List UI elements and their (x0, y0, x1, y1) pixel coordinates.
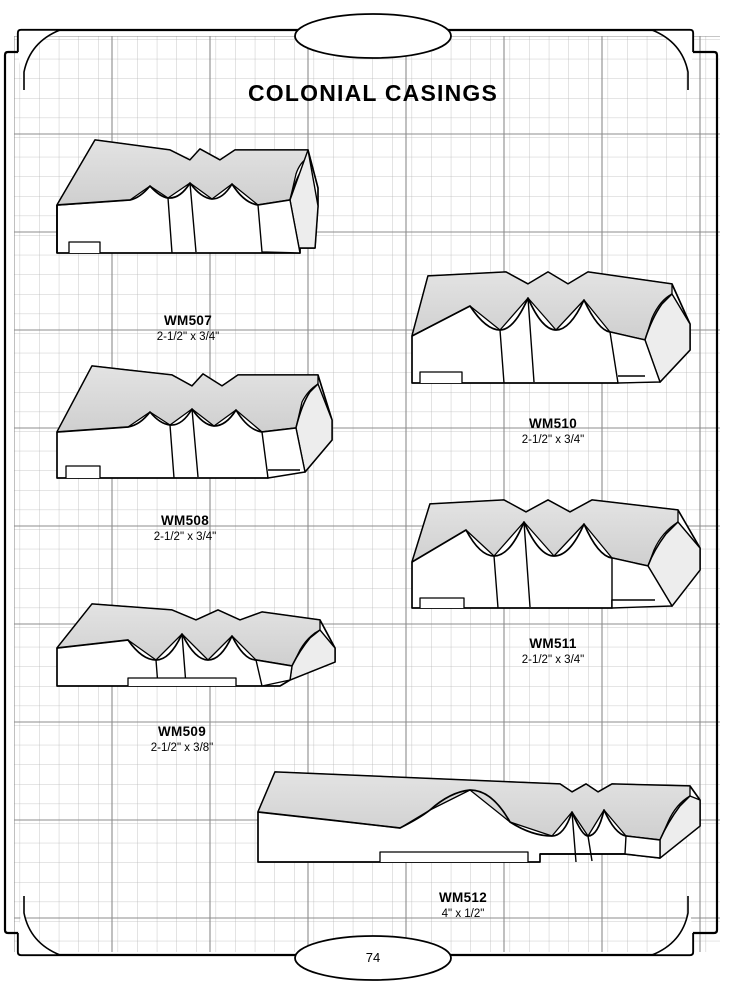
page-number: 74 (365, 950, 381, 965)
profile-drawing-wm508 (57, 366, 332, 478)
profile-drawing-wm511 (412, 500, 700, 608)
label-code-wm507: WM507 (163, 313, 212, 328)
label-wm511 (453, 636, 653, 667)
label-size-wm507: 2-1/2" x 3/4" (156, 330, 220, 343)
label-code-wm509: WM509 (157, 724, 206, 739)
label-size-wm511: 2-1/2" x 3/4" (521, 653, 585, 666)
profile-drawing-wm510 (412, 272, 690, 383)
label-size-wm510: 2-1/2" x 3/4" (521, 433, 585, 446)
label-wm512 (363, 890, 563, 921)
label-code-wm512: WM512 (438, 890, 487, 905)
label-size-wm512: 4" x 1/2" (441, 907, 485, 920)
top-tab (295, 14, 451, 58)
label-wm508 (85, 513, 285, 544)
label-wm510 (453, 416, 653, 447)
label-size-wm509: 2-1/2" x 3/8" (150, 741, 214, 754)
label-code-wm511: WM511 (529, 636, 577, 651)
label-wm507 (88, 313, 288, 344)
page-title: COLONIAL CASINGS (247, 80, 499, 106)
label-code-wm510: WM510 (528, 416, 577, 431)
label-wm509 (82, 724, 282, 755)
label-code-wm508: WM508 (160, 513, 209, 528)
profile-drawing-wm512 (258, 772, 700, 862)
label-size-wm508: 2-1/2" x 3/4" (153, 530, 217, 543)
